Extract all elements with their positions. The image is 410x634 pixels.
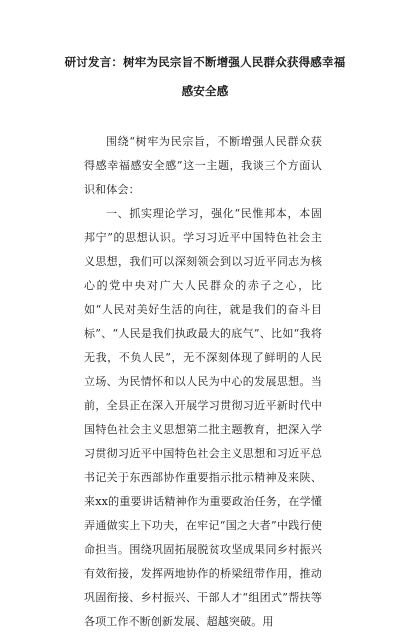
intro-paragraph: 围绕“树牢为民宗旨，不断增强人民群众获得感幸福感安全感”这一主题，我谈三个方面认识和体会： xyxy=(84,135,322,196)
section-one-paragraph: 一、抓实理论学习，强化“民惟邦本，本固邦宁”的思想认识。学习习近平中国特色社会主义思想，我们可以深刻领会到以习近平同志为核心的党中央对广大人民群众的赤子之心，比如“人民对美好生活的向往，就是我们的奋斗目标”、“人民是我们执政最大的底气”、比如“我将无我，不负人民”，无不深刻体现了鲜明的人民立场、为民情怀和以人民为中心的发展思想。当前，全县正在深入开展学习贯彻习近平新时代中国特色社会主义思想第二批主题教育，把深入学习贯彻习近平中国特色社会主义思想和习近平总书记关于东西部协作重要指示批示精神及来陕、来xx的重要讲话精神作为重要政治任务，在学懂弄通做实上下功夫，在牢记“国之大者”中践行使命担当。围绕巩固拓展脱贫攻坚成果同乡村振兴有效衔接，发挥两地协作的桥梁纽带作用，推动巩固衔接、乡村振兴、干部人才“组团式”帮扶等各项工作不断创新发展、超越突破。用 xyxy=(84,207,322,628)
document-title: 研讨发言：树牢为民宗旨不断增强人民群众获得感幸福感安全感 xyxy=(64,55,346,98)
